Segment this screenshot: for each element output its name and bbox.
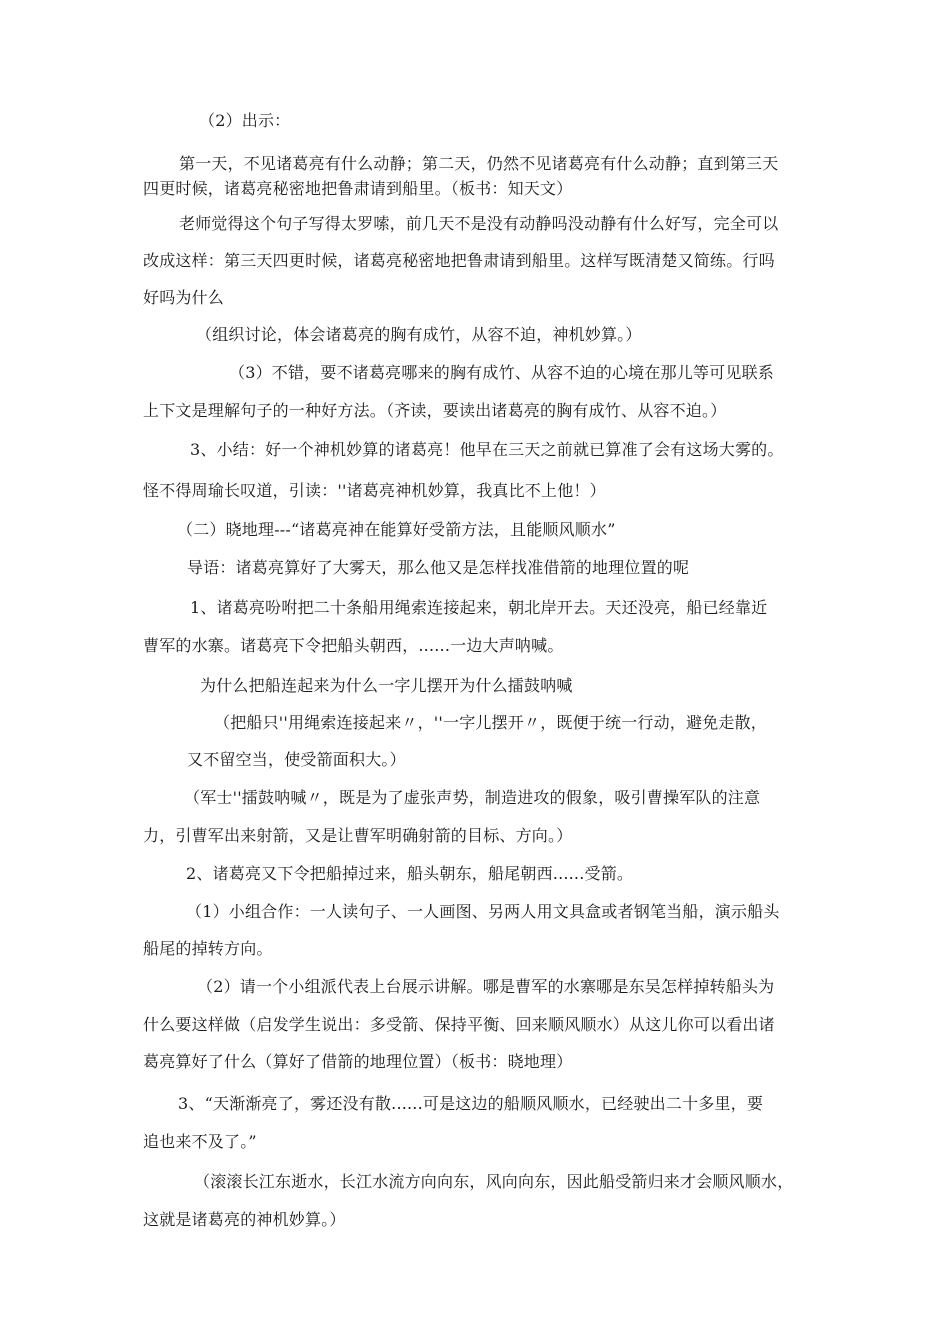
paragraph-quote-line-1: 第一天，不见诸葛亮有什么动静；第二天，仍然不见诸葛亮有什么动静；直到第三天 xyxy=(179,154,779,173)
paragraph-item1-line-1: 1、诸葛亮吩咐把二十条船用绳索连接起来，朝北岸开去。天还没亮，船已经靠近 xyxy=(190,598,768,617)
paragraph-step3-line-2: 上下文是理解句子的一种好方法。（齐读，要读出诸葛亮的胸有成竹、从容不迫。） xyxy=(143,401,727,420)
paragraph-answer1-line-1: （把船只''用绳索连接起来〃，''一字儿摆开〃，既便于统一行动，避免走散， xyxy=(214,713,767,732)
paragraph-presentation-line-3: 葛亮算好了什么（算好了借箭的地理位置）（板书：晓地理） xyxy=(143,1052,573,1071)
paragraph-teacher-line-2: 改成这样：第三天四更时候，诸葛亮秘密地把鲁肃请到船里。这样写既清楚又简练。行吗 xyxy=(143,251,775,270)
paragraph-item1-line-2: 曹军的水寨。诸葛亮下令把船头朝西，......一边大声呐喊。 xyxy=(143,636,564,655)
paragraph-group-work-line-2: 船尾的掉转方向。 xyxy=(143,939,273,958)
section-heading-geography: （二）晓地理---“诸葛亮神在能算好受箭方法，且能顺风顺水” xyxy=(177,520,616,539)
paragraph-answer1-line-2: 又不留空当，使受箭面积大。） xyxy=(187,750,406,769)
paragraph-presentation-line-1: （2）请一个小组派代表上台展示讲解。哪是曹军的水寨哪是东吴怎样掉转船头为 xyxy=(197,977,775,996)
paragraph-item3-line-1: 3、“天渐渐亮了，雾还没有散......可是这边的船顺风顺水，已经驶出二十多里，要 xyxy=(178,1094,764,1113)
paragraph-teacher-line-3: 好吗为什么 xyxy=(143,288,225,307)
paragraph-discussion: （组织讨论，体会诸葛亮的胸有成竹，从容不迫，神机妙算。） xyxy=(196,325,642,344)
paragraph-display-heading: （2）出示： xyxy=(199,111,291,130)
paragraph-summary-line-1: 3、小结：好一个神机妙算的诸葛亮！他早在三天之前就已算准了会有这场大雾的。 xyxy=(190,440,784,459)
paragraph-conclusion-line-2: 这就是诸葛亮的神机妙算。） xyxy=(143,1210,346,1229)
paragraph-conclusion-line-1: （滚滚长江东逝水，长江水流方向向东，风向向东，因此船受箭归来才会顺风顺水， xyxy=(194,1172,794,1191)
paragraph-group-work-line-1: （1）小组合作：一人读句子、一人画图、另两人用文具盒或者钢笔当船，演示船头 xyxy=(186,902,780,921)
paragraph-presentation-line-2: 什么要这样做（启发学生说出：多受箭、保持平衡、回来顺风顺水）从这儿你可以看出诸 xyxy=(143,1015,775,1034)
paragraph-intro: 导语：诸葛亮算好了大雾天，那么他又是怎样找准借箭的地理位置的呢 xyxy=(187,558,690,577)
paragraph-quote-line-2: 四更时候，诸葛亮秘密地把鲁肃请到船里。（板书：知天文） xyxy=(143,179,573,198)
paragraph-item3-line-2: 追也来不及了。” xyxy=(143,1132,257,1151)
paragraph-answer2-line-1: （军士''擂鼓呐喊〃，既是为了虚张声势，制造进攻的假象，吸引曹操军队的注意 xyxy=(184,788,761,807)
paragraph-question: 为什么把船连起来为什么一字儿摆开为什么擂鼓呐喊 xyxy=(200,676,573,695)
paragraph-item2: 2、诸葛亮又下令把船掉过来，船头朝东，船尾朝西......受箭。 xyxy=(186,864,634,883)
paragraph-step3-line-1: （3）不错，要不诸葛亮哪来的胸有成竹、从容不迫的心境在那儿等可见联系 xyxy=(229,363,774,382)
paragraph-answer2-line-2: 力，引曹军出来射箭，又是让曹军明确射箭的目标、方向。） xyxy=(143,826,573,845)
paragraph-teacher-line-1: 老师觉得这个句子写得太罗嗦，前几天不是没有动静吗没动静有什么好写，完全可以 xyxy=(179,214,779,233)
paragraph-summary-line-2: 怪不得周瑜长叹道，引读：''诸葛亮神机妙算，我真比不上他！） xyxy=(143,481,606,500)
